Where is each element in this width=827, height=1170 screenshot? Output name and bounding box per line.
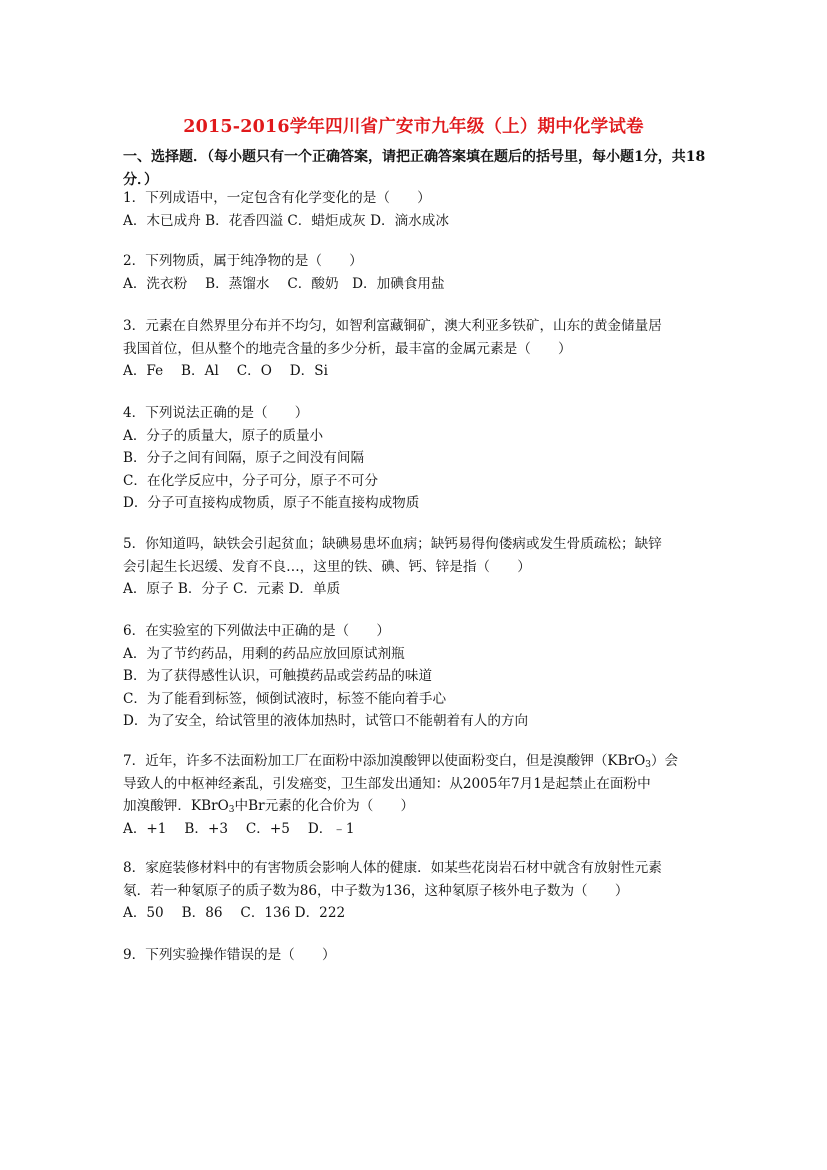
question-stem: 9．下列实验操作错误的是（ ） [123, 947, 336, 963]
option-d: D．分子可直接构成物质，原子不能直接构成物质 [123, 495, 420, 511]
subscript: 3 [645, 760, 651, 770]
question-6 [123, 620, 713, 733]
question-stem-line: 我国首位，但从整个的地壳含量的多少分析，最丰富的金属元素是（ ） [123, 340, 572, 357]
question-stem-line: 5．你知道吗，缺铁会引起贫血；缺碘易患坏血病；缺钙易得佝偻病或发生骨质疏松；缺锌 [123, 536, 662, 552]
option-b: B．为了获得感性认识，可触摸药品或尝药品的味道 [123, 668, 433, 684]
question-options: A．原子 B．分子 C．元素 D．单质 [123, 581, 341, 597]
question-8 [123, 857, 713, 925]
question-9 [123, 944, 713, 967]
question-7 [123, 750, 713, 840]
option-d: D．为了安全，给试管里的液体加热时，试管口不能朝着有人的方向 [123, 713, 529, 729]
question-stem-line: 3．元素在自然界里分布并不均匀，如智利富藏铜矿，澳大利亚多铁矿，山东的黄金储量居 [123, 318, 662, 334]
question-options: A．洗衣粉 B．蒸馏水 C．酸奶 D．加碘食用盐 [123, 275, 445, 292]
stem-text: 7．近年，许多不法面粉加工厂在面粉中添加溴酸钾以使面粉变白，但是溴酸钾（KBrO [123, 753, 646, 769]
question-stem: 1．下列成语中，一定包含有化学变化的是（ ） [123, 190, 431, 206]
stem-text: 中Br元素的化合价为（ ） [234, 798, 415, 814]
question-5 [123, 533, 713, 601]
question-stem-line: 导致人的中枢神经紊乱，引发癌变，卫生部发出通知：从2005年7月1是起禁止在面粉中 [123, 775, 651, 792]
stem-text: ）会 [650, 753, 679, 769]
option-a: A．为了节约药品，用剩的药品应放回原试剂瓶 [123, 645, 405, 662]
subscript: 3 [228, 805, 235, 815]
question-stem-line: 氡．若一种氡原子的质子数为86，中子数为136，这种氡原子核外电子数为（ ） [123, 882, 629, 899]
question-stem-line [123, 795, 713, 818]
option-b: B．分子之间有间隔，原子之间没有间隔 [123, 450, 365, 466]
stem-text: 加溴酸钾．KBrO [123, 798, 229, 814]
question-stem-line [123, 750, 713, 773]
question-options: A．Fe B．Al C．O D．Si [123, 363, 328, 379]
question-2 [123, 250, 713, 295]
section-heading: 一、选择题．（每小题只有一个正确答案，请把正确答案填在题后的括号里，每小题1分，共18分．） [123, 149, 706, 188]
question-stem: 2．下列物质，属于纯净物的是（ ） [123, 253, 363, 269]
question-stem: 4．下列说法正确的是（ ） [123, 405, 309, 421]
question-options: A．木已成舟 B．花香四溢 C．蜡炬成灰 D．滴水成冰 [123, 212, 449, 229]
question-3 [123, 315, 713, 383]
option-a: A．分子的质量大，原子的质量小 [123, 427, 324, 444]
question-options: A．50 B．86 C．136 D．222 [123, 905, 346, 921]
question-4 [123, 402, 713, 515]
question-stem-line: 会引起生长迟缓、发育不良…，这里的铁、碘、钙、锌是指（ ） [123, 558, 531, 575]
question-1 [123, 187, 713, 232]
option-c: C．为了能看到标签，倾倒试液时，标签不能向着手心 [123, 690, 447, 707]
option-c: C．在化学反应中，分子可分，原子不可分 [123, 472, 379, 489]
question-stem: 6．在实验室的下列做法中正确的是（ ） [123, 623, 390, 639]
question-options: A．+1 B．+3 C．+5 D．﹣1 [123, 820, 355, 837]
exam-title: 2015-2016学年四川省广安市九年级（上）期中化学试卷 [183, 117, 644, 137]
question-stem-line: 8．家庭装修材料中的有害物质会影响人体的健康．如某些花岗岩石材中就含有放射性元素 [123, 860, 662, 876]
